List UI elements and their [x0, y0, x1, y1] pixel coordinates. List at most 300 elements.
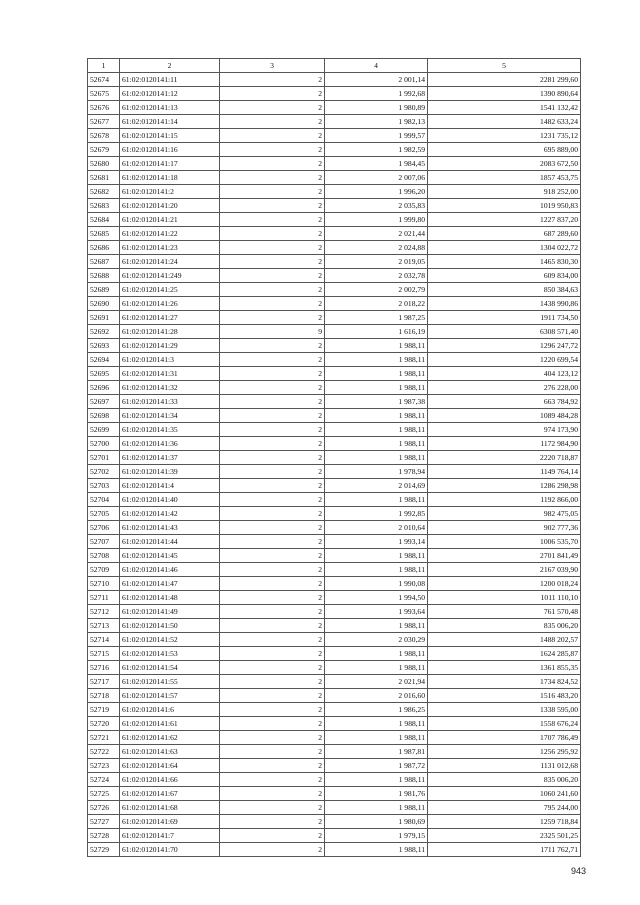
row-number-cell: 52696 — [88, 381, 120, 395]
page-number: 943 — [570, 866, 586, 876]
table-row — [88, 745, 581, 759]
group-cell: 2 — [220, 619, 325, 633]
table-row — [88, 423, 581, 437]
row-number-cell: 52695 — [88, 367, 120, 381]
value-cell: 687 289,60 — [428, 227, 581, 241]
table-row — [88, 101, 581, 115]
table-row — [88, 185, 581, 199]
table-row — [88, 395, 581, 409]
value-cell: 2083 672,50 — [428, 157, 581, 171]
value-cell: 835 006,20 — [428, 773, 581, 787]
value-cell: 1231 735,12 — [428, 129, 581, 143]
row-number-cell: 52680 — [88, 157, 120, 171]
value-cell: 918 252,00 — [428, 185, 581, 199]
table-row — [88, 563, 581, 577]
value-cell: 1011 110,10 — [428, 591, 581, 605]
group-cell: 2 — [220, 787, 325, 801]
value-cell: 1060 241,60 — [428, 787, 581, 801]
table-row — [88, 493, 581, 507]
area-cell: 1 988,11 — [325, 339, 428, 353]
area-cell: 1 992,85 — [325, 507, 428, 521]
cadastral-number-cell: 61:02:0120141:21 — [120, 213, 220, 227]
cadastral-number-cell: 61:02:0120141:32 — [120, 381, 220, 395]
table-row — [88, 115, 581, 129]
row-number-cell: 52725 — [88, 787, 120, 801]
group-cell: 2 — [220, 143, 325, 157]
table-row — [88, 619, 581, 633]
row-number-cell: 52674 — [88, 73, 120, 87]
table-row — [88, 843, 581, 857]
group-cell: 2 — [220, 451, 325, 465]
column-header: 3 — [220, 59, 325, 73]
cadastral-number-cell: 61:02:0120141:2 — [120, 185, 220, 199]
group-cell: 2 — [220, 717, 325, 731]
value-cell: 2281 299,60 — [428, 73, 581, 87]
cadastral-number-cell: 61:02:0120141:57 — [120, 689, 220, 703]
cadastral-number-cell: 61:02:0120141:35 — [120, 423, 220, 437]
value-cell: 974 173,90 — [428, 423, 581, 437]
group-cell: 2 — [220, 115, 325, 129]
group-cell: 2 — [220, 633, 325, 647]
value-cell: 835 006,20 — [428, 619, 581, 633]
row-number-cell: 52676 — [88, 101, 120, 115]
area-cell: 1 988,11 — [325, 451, 428, 465]
row-number-cell: 52701 — [88, 451, 120, 465]
table-row — [88, 269, 581, 283]
value-cell: 1857 453,75 — [428, 171, 581, 185]
row-number-cell: 52687 — [88, 255, 120, 269]
group-cell: 2 — [220, 409, 325, 423]
group-cell: 2 — [220, 101, 325, 115]
cadastral-number-cell: 61:02:0120141:249 — [120, 269, 220, 283]
row-number-cell: 52682 — [88, 185, 120, 199]
row-number-cell: 52728 — [88, 829, 120, 843]
row-number-cell: 52679 — [88, 143, 120, 157]
cadastral-number-cell: 61:02:0120141:47 — [120, 577, 220, 591]
group-cell: 2 — [220, 171, 325, 185]
row-number-cell: 52724 — [88, 773, 120, 787]
group-cell: 2 — [220, 185, 325, 199]
row-number-cell: 52711 — [88, 591, 120, 605]
table-row — [88, 157, 581, 171]
group-cell: 2 — [220, 157, 325, 171]
area-cell: 1 982,59 — [325, 143, 428, 157]
table-row — [88, 409, 581, 423]
row-number-cell: 52717 — [88, 675, 120, 689]
area-cell: 1 980,69 — [325, 815, 428, 829]
area-cell: 1 988,11 — [325, 381, 428, 395]
table-body — [88, 73, 581, 857]
row-number-cell: 52675 — [88, 87, 120, 101]
group-cell: 2 — [220, 759, 325, 773]
cadastral-table — [87, 58, 581, 857]
cadastral-number-cell: 61:02:0120141:37 — [120, 451, 220, 465]
row-number-cell: 52722 — [88, 745, 120, 759]
group-cell: 2 — [220, 255, 325, 269]
area-cell: 1 990,08 — [325, 577, 428, 591]
value-cell: 1338 595,00 — [428, 703, 581, 717]
value-cell: 1390 890,64 — [428, 87, 581, 101]
cadastral-number-cell: 61:02:0120141:24 — [120, 255, 220, 269]
group-cell: 2 — [220, 731, 325, 745]
group-cell: 2 — [220, 241, 325, 255]
table-row — [88, 731, 581, 745]
cadastral-number-cell: 61:02:0120141:36 — [120, 437, 220, 451]
row-number-cell: 52714 — [88, 633, 120, 647]
table-row — [88, 521, 581, 535]
area-cell: 1 988,11 — [325, 493, 428, 507]
cadastral-number-cell: 61:02:0120141:3 — [120, 353, 220, 367]
area-cell: 1 978,94 — [325, 465, 428, 479]
area-cell: 2 019,05 — [325, 255, 428, 269]
value-cell: 1558 676,24 — [428, 717, 581, 731]
value-cell: 1624 285,87 — [428, 647, 581, 661]
row-number-cell: 52723 — [88, 759, 120, 773]
row-number-cell: 52715 — [88, 647, 120, 661]
cadastral-number-cell: 61:02:0120141:62 — [120, 731, 220, 745]
area-cell: 2 032,78 — [325, 269, 428, 283]
table-row — [88, 297, 581, 311]
cadastral-number-cell: 61:02:0120141:64 — [120, 759, 220, 773]
row-number-cell: 52694 — [88, 353, 120, 367]
table-row — [88, 507, 581, 521]
row-number-cell: 52697 — [88, 395, 120, 409]
cadastral-number-cell: 61:02:0120141:7 — [120, 829, 220, 843]
table-row — [88, 311, 581, 325]
area-cell: 1 993,64 — [325, 605, 428, 619]
area-cell: 2 021,94 — [325, 675, 428, 689]
table-row — [88, 815, 581, 829]
group-cell: 2 — [220, 479, 325, 493]
area-cell: 1 987,81 — [325, 745, 428, 759]
row-number-cell: 52688 — [88, 269, 120, 283]
area-cell: 1 988,11 — [325, 367, 428, 381]
area-cell: 1 988,11 — [325, 801, 428, 815]
table-row — [88, 479, 581, 493]
area-cell: 1 988,11 — [325, 717, 428, 731]
value-cell: 1256 295,92 — [428, 745, 581, 759]
row-number-cell: 52678 — [88, 129, 120, 143]
cadastral-number-cell: 61:02:0120141:55 — [120, 675, 220, 689]
table-row — [88, 171, 581, 185]
row-number-cell: 52719 — [88, 703, 120, 717]
table-row — [88, 73, 581, 87]
value-cell: 1192 866,00 — [428, 493, 581, 507]
value-cell: 1200 018,24 — [428, 577, 581, 591]
table-row — [88, 689, 581, 703]
group-cell: 2 — [220, 689, 325, 703]
table-row — [88, 213, 581, 227]
table-row — [88, 255, 581, 269]
area-cell: 1 994,50 — [325, 591, 428, 605]
cadastral-number-cell: 61:02:0120141:31 — [120, 367, 220, 381]
group-cell: 2 — [220, 437, 325, 451]
group-cell: 2 — [220, 381, 325, 395]
area-cell: 2 030,29 — [325, 633, 428, 647]
value-cell: 1019 950,83 — [428, 199, 581, 213]
value-cell: 1286 298,98 — [428, 479, 581, 493]
area-cell: 2 024,88 — [325, 241, 428, 255]
value-cell: 982 475,05 — [428, 507, 581, 521]
cadastral-number-cell: 61:02:0120141:34 — [120, 409, 220, 423]
row-number-cell: 52720 — [88, 717, 120, 731]
value-cell: 2220 718,87 — [428, 451, 581, 465]
group-cell: 2 — [220, 465, 325, 479]
group-cell: 2 — [220, 269, 325, 283]
cadastral-number-cell: 61:02:0120141:39 — [120, 465, 220, 479]
area-cell: 1 987,25 — [325, 311, 428, 325]
table-row — [88, 143, 581, 157]
value-cell: 1541 132,42 — [428, 101, 581, 115]
row-number-cell: 52729 — [88, 843, 120, 857]
value-cell: 695 889,00 — [428, 143, 581, 157]
row-number-cell: 52703 — [88, 479, 120, 493]
table-row — [88, 647, 581, 661]
value-cell: 1516 483,20 — [428, 689, 581, 703]
row-number-cell: 52716 — [88, 661, 120, 675]
area-cell: 1 988,11 — [325, 423, 428, 437]
group-cell: 2 — [220, 213, 325, 227]
group-cell: 2 — [220, 423, 325, 437]
cadastral-number-cell: 61:02:0120141:54 — [120, 661, 220, 675]
row-number-cell: 52712 — [88, 605, 120, 619]
cadastral-number-cell: 61:02:0120141:52 — [120, 633, 220, 647]
value-cell: 1131 012,68 — [428, 759, 581, 773]
area-cell: 1 984,45 — [325, 157, 428, 171]
value-cell: 1711 762,71 — [428, 843, 581, 857]
row-number-cell: 52702 — [88, 465, 120, 479]
area-cell: 2 016,60 — [325, 689, 428, 703]
group-cell: 2 — [220, 829, 325, 843]
value-cell: 404 123,12 — [428, 367, 581, 381]
area-cell: 2 007,06 — [325, 171, 428, 185]
table-row — [88, 87, 581, 101]
cadastral-number-cell: 61:02:0120141:29 — [120, 339, 220, 353]
row-number-cell: 52718 — [88, 689, 120, 703]
column-header: 4 — [325, 59, 428, 73]
group-cell: 2 — [220, 661, 325, 675]
cadastral-number-cell: 61:02:0120141:53 — [120, 647, 220, 661]
table-row — [88, 535, 581, 549]
cadastral-number-cell: 61:02:0120141:17 — [120, 157, 220, 171]
row-number-cell: 52685 — [88, 227, 120, 241]
cadastral-number-cell: 61:02:0120141:33 — [120, 395, 220, 409]
group-cell: 2 — [220, 395, 325, 409]
cadastral-number-cell: 61:02:0120141:20 — [120, 199, 220, 213]
cadastral-number-cell: 61:02:0120141:12 — [120, 87, 220, 101]
row-number-cell: 52727 — [88, 815, 120, 829]
value-cell: 902 777,36 — [428, 521, 581, 535]
area-cell: 1 988,11 — [325, 843, 428, 857]
area-cell: 1 988,11 — [325, 619, 428, 633]
value-cell: 761 570,48 — [428, 605, 581, 619]
group-cell: 2 — [220, 283, 325, 297]
table-row — [88, 633, 581, 647]
area-cell: 1 987,72 — [325, 759, 428, 773]
row-number-cell: 52693 — [88, 339, 120, 353]
cadastral-number-cell: 61:02:0120141:46 — [120, 563, 220, 577]
cadastral-number-cell: 61:02:0120141:44 — [120, 535, 220, 549]
area-cell: 1 993,14 — [325, 535, 428, 549]
group-cell: 2 — [220, 843, 325, 857]
group-cell: 2 — [220, 675, 325, 689]
column-header: 2 — [120, 59, 220, 73]
table-row — [88, 199, 581, 213]
row-number-cell: 52709 — [88, 563, 120, 577]
area-cell: 1 982,13 — [325, 115, 428, 129]
table-row — [88, 801, 581, 815]
area-cell: 2 010,64 — [325, 521, 428, 535]
group-cell: 2 — [220, 129, 325, 143]
row-number-cell: 52689 — [88, 283, 120, 297]
row-number-cell: 52681 — [88, 171, 120, 185]
value-cell: 2325 501,25 — [428, 829, 581, 843]
row-number-cell: 52686 — [88, 241, 120, 255]
group-cell: 2 — [220, 87, 325, 101]
table-row — [88, 773, 581, 787]
cadastral-number-cell: 61:02:0120141:50 — [120, 619, 220, 633]
table-row — [88, 591, 581, 605]
value-cell: 1465 830,30 — [428, 255, 581, 269]
row-number-cell: 52691 — [88, 311, 120, 325]
cadastral-number-cell: 61:02:0120141:68 — [120, 801, 220, 815]
table-row — [88, 703, 581, 717]
cadastral-number-cell: 61:02:0120141:40 — [120, 493, 220, 507]
row-number-cell: 52692 — [88, 325, 120, 339]
cadastral-number-cell: 61:02:0120141:11 — [120, 73, 220, 87]
table-row — [88, 437, 581, 451]
row-number-cell: 52700 — [88, 437, 120, 451]
row-number-cell: 52683 — [88, 199, 120, 213]
cadastral-number-cell: 61:02:0120141:48 — [120, 591, 220, 605]
value-cell: 6308 571,40 — [428, 325, 581, 339]
area-cell: 1 988,11 — [325, 773, 428, 787]
value-cell: 1707 786,49 — [428, 731, 581, 745]
cadastral-number-cell: 61:02:0120141:4 — [120, 479, 220, 493]
row-number-cell: 52726 — [88, 801, 120, 815]
group-cell: 2 — [220, 353, 325, 367]
group-cell: 2 — [220, 199, 325, 213]
cadastral-number-cell: 61:02:0120141:6 — [120, 703, 220, 717]
table-row — [88, 829, 581, 843]
cadastral-number-cell: 61:02:0120141:49 — [120, 605, 220, 619]
area-cell: 1 988,11 — [325, 409, 428, 423]
value-cell: 663 784,92 — [428, 395, 581, 409]
cadastral-number-cell: 61:02:0120141:70 — [120, 843, 220, 857]
area-cell: 1 988,11 — [325, 661, 428, 675]
cadastral-number-cell: 61:02:0120141:43 — [120, 521, 220, 535]
area-cell: 1 987,38 — [325, 395, 428, 409]
value-cell: 1911 734,50 — [428, 311, 581, 325]
group-cell: 2 — [220, 367, 325, 381]
group-cell: 2 — [220, 297, 325, 311]
value-cell: 850 384,63 — [428, 283, 581, 297]
value-cell: 1304 022,72 — [428, 241, 581, 255]
group-cell: 2 — [220, 549, 325, 563]
row-number-cell: 52706 — [88, 521, 120, 535]
column-header: 1 — [88, 59, 120, 73]
area-cell: 1 979,15 — [325, 829, 428, 843]
area-cell: 1 999,80 — [325, 213, 428, 227]
row-number-cell: 52699 — [88, 423, 120, 437]
value-cell: 795 244,00 — [428, 801, 581, 815]
area-cell: 1 988,11 — [325, 353, 428, 367]
cadastral-number-cell: 61:02:0120141:13 — [120, 101, 220, 115]
table-row — [88, 787, 581, 801]
row-number-cell: 52690 — [88, 297, 120, 311]
value-cell: 2167 039,90 — [428, 563, 581, 577]
table-row — [88, 661, 581, 675]
group-cell: 2 — [220, 815, 325, 829]
value-cell: 1149 764,14 — [428, 465, 581, 479]
area-cell: 1 988,11 — [325, 647, 428, 661]
table-row — [88, 283, 581, 297]
value-cell: 1259 718,84 — [428, 815, 581, 829]
cadastral-number-cell: 61:02:0120141:25 — [120, 283, 220, 297]
group-cell: 2 — [220, 227, 325, 241]
area-cell: 1 999,57 — [325, 129, 428, 143]
area-cell: 2 035,83 — [325, 199, 428, 213]
value-cell: 1734 824,52 — [428, 675, 581, 689]
row-number-cell: 52704 — [88, 493, 120, 507]
cadastral-number-cell: 61:02:0120141:63 — [120, 745, 220, 759]
value-cell: 1438 990,86 — [428, 297, 581, 311]
table-header-row — [88, 59, 581, 73]
table-row — [88, 353, 581, 367]
table-row — [88, 577, 581, 591]
area-cell: 2 002,79 — [325, 283, 428, 297]
group-cell: 2 — [220, 703, 325, 717]
area-cell: 1 992,68 — [325, 87, 428, 101]
group-cell: 2 — [220, 801, 325, 815]
row-number-cell: 52721 — [88, 731, 120, 745]
group-cell: 2 — [220, 745, 325, 759]
area-cell: 1 988,11 — [325, 563, 428, 577]
group-cell: 2 — [220, 507, 325, 521]
cadastral-number-cell: 61:02:0120141:18 — [120, 171, 220, 185]
value-cell: 1482 633,24 — [428, 115, 581, 129]
area-cell: 1 996,20 — [325, 185, 428, 199]
table-row — [88, 241, 581, 255]
group-cell: 9 — [220, 325, 325, 339]
cadastral-number-cell: 61:02:0120141:14 — [120, 115, 220, 129]
value-cell: 1361 855,35 — [428, 661, 581, 675]
table-row — [88, 451, 581, 465]
value-cell: 609 834,00 — [428, 269, 581, 283]
cadastral-number-cell: 61:02:0120141:42 — [120, 507, 220, 521]
row-number-cell: 52707 — [88, 535, 120, 549]
cadastral-number-cell: 61:02:0120141:16 — [120, 143, 220, 157]
column-header: 5 — [428, 59, 581, 73]
area-cell: 1 616,19 — [325, 325, 428, 339]
row-number-cell: 52684 — [88, 213, 120, 227]
value-cell: 1296 247,72 — [428, 339, 581, 353]
area-cell: 2 021,44 — [325, 227, 428, 241]
cadastral-number-cell: 61:02:0120141:45 — [120, 549, 220, 563]
value-cell: 1227 837,20 — [428, 213, 581, 227]
table-row — [88, 325, 581, 339]
cadastral-number-cell: 61:02:0120141:61 — [120, 717, 220, 731]
group-cell: 2 — [220, 311, 325, 325]
cadastral-number-cell: 61:02:0120141:15 — [120, 129, 220, 143]
group-cell: 2 — [220, 339, 325, 353]
table-row — [88, 381, 581, 395]
group-cell: 2 — [220, 605, 325, 619]
cadastral-number-cell: 61:02:0120141:26 — [120, 297, 220, 311]
row-number-cell: 52710 — [88, 577, 120, 591]
cadastral-number-cell: 61:02:0120141:69 — [120, 815, 220, 829]
cadastral-number-cell: 61:02:0120141:23 — [120, 241, 220, 255]
